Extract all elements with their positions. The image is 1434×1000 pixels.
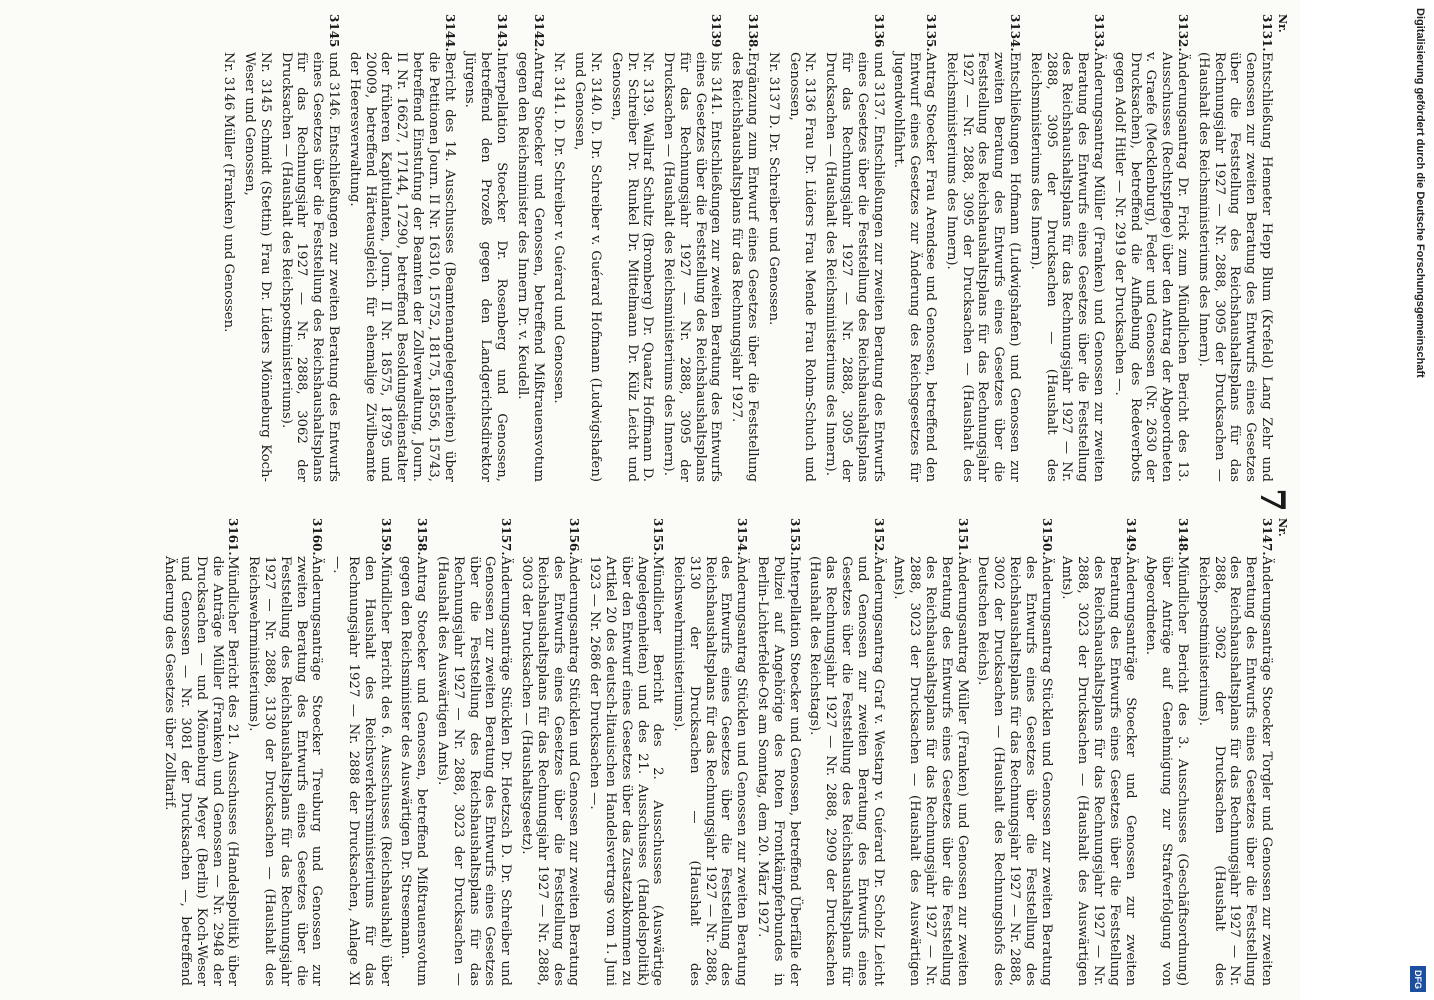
- entry-number: 3148.: [1176, 518, 1191, 556]
- entry-number: 3154.: [735, 518, 750, 556]
- entry-number: 3152.: [871, 518, 886, 556]
- document-entry: [571, 14, 603, 482]
- entry-text: Änderungsantrag Müller (Franken) und Genossen zur zweiten Beratung des Entwurfs eines Gesetzes über die Feststellung des Reichshaushaltsplans für das Rechnungsjahr 1927 — Nr. 2888, 3095 der Drucksachen — (Haushalt des Reichsministeriums des Innern).: [1027, 52, 1107, 482]
- entry-text: Änderungsantrag Graf v. Westarp v. Guérard Dr. Scholz Leicht und Genossen zur zweiten Beratung des Entwurfs eines Gesetzes über die Feststellung des Reichshaushaltsplans für das Rechnungsjahr 1927 — Nr. 2888, 2909 der Drucksachen (Haushalt des Reichstags).: [807, 556, 886, 986]
- document-entry: [1027, 14, 1106, 482]
- entry-text: Entschließungen Hofmann (Ludwigshafen) und Genossen zur zweiten Beratung des Entwurfs eines Gesetzes über die Feststellung des Reichshaushaltsplans für das Rechnungsjahr 1927 — Nr. 2888, 3095 der Drucksachen — (Haushalt des Reichsministeriums des Innern).: [943, 52, 1023, 482]
- entry-number: 3160.: [310, 518, 325, 556]
- entry-text: Antrag Stoecker Frau Arendsee und Genossen, betreffend den Entwurf eines Gesetzes zur Änderung des Reichsgesetzes für Jugendwohlfahrt.: [891, 52, 939, 482]
- document-entry: [975, 518, 1054, 986]
- document-entry: [1195, 14, 1274, 482]
- entry-text: Mündlicher Bericht des 2. Ausschusses (Auswärtige Angelegenheiten) und des 21. Ausschusses (Handelspolitik) über den Entwurf eines Gesetzes über das Zusatzabkommen zu Artikel 20 des deutsch-litauischen Handelsvertrags vom 1. Juni 1923 — Nr. 2686 der Drucksachen —.: [587, 556, 666, 986]
- entry-text: Mündlicher Bericht des 21. Ausschusses (Handelspolitik) über die Anträge Müller (Franken) und Genossen — Nr. 2948 der Drucksachen — und Mönneburg Meyer (Berlin) Koch-Weser und Genossen — Nr. 3081 der Drucksachen —, betreffend Änderung des Gesetzes über Zolltarif.: [162, 556, 241, 986]
- document-entry: [241, 14, 273, 482]
- entry-text: und 3146. Entschließungen zur zweiten Beratung des Entwurfs eines Gesetzes über die Feststellung des Reichshaushaltsplans für das Rechnungsjahr 1927 — Nr. 2888, 3062 der Drucksachen — (Haushalt des Reichspostministeriums).: [278, 52, 341, 482]
- entry-number: [220, 14, 236, 52]
- entry-number: 3157.: [499, 518, 514, 556]
- entry-number: 3144.: [442, 14, 457, 52]
- entry-number: 3155.: [651, 518, 666, 556]
- entry-text: Änderungsantrag Stücklen und Genossen zur zweiten Beratung des Entwurfs eines Gesetzes über die Feststellung des Reichshaushaltsplans für das Rechnungsjahr 1927 — Nr. 2888, 3130 der Drucksachen — (Haushalt des Reichswehrministeriums).: [671, 556, 750, 986]
- document-entry: [891, 14, 938, 482]
- entry-text: Nr. 3137 D. Dr. Schreiber und Genossen.: [765, 52, 781, 326]
- entry-text: Entschließung Hemeter Hepp Blum (Krefeld) Lang Zehr und Genossen zur zweiten Beratung des Entwurfs eines Gesetzes über die Feststellung des Reichshaushaltsplans für das Rechnungsjahr 1927 — Nr. 2888, 3095 der Drucksachen — (Haushalt des Reichsministeriums des Innern).: [1195, 52, 1274, 482]
- entry-number: 3136: [871, 14, 886, 48]
- entry-number: [241, 14, 273, 52]
- entry-text: Nr. 3141. D. Dr. Schreiber v. Guérard und Genossen.: [551, 52, 567, 404]
- entry-number: 3132.: [1176, 14, 1191, 52]
- entry-number: 3133.: [1092, 14, 1107, 52]
- document-entry: [514, 14, 546, 482]
- document-entry: [891, 518, 970, 986]
- entry-number: 3156.: [567, 518, 582, 556]
- document-entry: [660, 14, 723, 482]
- entry-text: Änderungsanträge Stücklen Dr. Hoetzsch D. Dr. Schreiber und Genossen zur zweiten Beratung des Entwurfs eines Gesetzes über die Feststellung des Reichshaushaltsplans für das Rechnungsjahr 1927 — Nr. 2888, 3023 der Drucksachen — (Haushalt des Auswärtigen Amts).: [434, 556, 514, 986]
- document-entry: [434, 518, 513, 986]
- entry-text: Änderungsanträge Stoecker Torgler und Genossen zur zweiten Beratung des Entwurfs eines Gesetzes über die Feststellung des Reichshaushaltsplans für das Rechnungsjahr 1927 — Nr. 2888, 3062 der Drucksachen (Haushalt des Reichspostministeriums).: [1195, 556, 1274, 986]
- entry-text: Nr. 3146 Müller (Franken) und Genossen.: [221, 52, 237, 333]
- document-entry: [786, 14, 818, 482]
- column-header: Nr.: [1276, 14, 1289, 33]
- entry-number: 3145: [326, 14, 341, 48]
- entry-text: Mündlicher Bericht des 6. Ausschusses (Reichshaushalt) über den Haushalt des Reichsverkehrsministeriums für das Rechnungsjahr 1927 — Nr. 2888 der Drucksachen, Anlage XI —.: [330, 556, 393, 986]
- entry-text: Ergänzung zum Entwurf eines Gesetzes über die Feststellung des Reichshaushaltsplans für das Rechnungsjahr 1927.: [729, 52, 761, 482]
- entry-text: Nr. 3139. Wallraf Schultz (Bromberg) Dr. Quaatz Hoffmann D. Dr. Schreiber Dr. Runkel Dr. Mittelmann Dr. Külz Leicht und Genossen,: [608, 52, 656, 482]
- document-entry: [765, 14, 781, 482]
- document-entry: [398, 518, 430, 986]
- entry-text: und 3137. Entschließungen zur zweiten Beratung des Entwurfs eines Gesetzes über die Feststellung des Reichshaushaltsplans für das Rechnungsjahr 1927 — Nr. 2888, 3095 der Drucksachen — (Haushalt des Reichsministeriums des Innern).: [823, 52, 886, 482]
- entry-text: Änderungsanträge Stoecker und Genossen zur zweiten Beratung des Entwurfs eines Gesetzes über die Feststellung des Reichshaushaltsplans für das Rechnungsjahr 1927 — Nr. 2888, 3023 der Drucksachen — (Haushalt des Auswärtigen Amts).: [1059, 556, 1138, 986]
- entry-text: Bericht des 14. Ausschusses (Beamtenangelegenheiten) über die Petitionen Journ. II Nr. 16310, 15752, 18175, 18556, 15743, betreffend Einstufung der Beamten der Zollverwaltung, Journ. II Nr. 16627, 17144, 17290, betreffend Besoldungsdienstalter der früheren Kapitulanten, Journ. II Nr. 18575, 18795 und 20009, betreffend Härteausgleich für ehemalige Zivilbeamte der Heeresverwaltung.: [346, 52, 457, 482]
- document-entry: [822, 14, 885, 482]
- page-number: 7: [1252, 488, 1292, 512]
- entry-number: 3131.: [1260, 14, 1274, 52]
- entry-text: Interpellation Stoecker und Genossen, betreffend Überfälle der Polizei auf Angehörige des Roten Frontkämpferbundes in Berlin-Lichterfelde-Ost am Sonntag, dem 20. März 1927.: [755, 556, 802, 986]
- document-entry: [329, 518, 392, 986]
- document-entry: [245, 518, 324, 986]
- entry-text: bis 3141. Entschließungen zur zweiten Beratung des Entwurfs eines Gesetzes über die Feststellung des Reichshaushaltsplans für das Rechnungsjahr 1927 — Nr. 2888, 3095 der Drucksachen — (Haushalt des Reichsministeriums des Innern).: [661, 52, 724, 482]
- entry-text: Änderungsanträge Stoecker Treuburg und Genossen zur zweiten Beratung des Entwurfs eines Gesetzes über die Feststellung des Reichshaushaltsplans für das Rechnungsjahr 1927 — Nr. 2888, 3130 der Drucksachen — (Haushalt des Reichswehrministeriums).: [246, 556, 325, 986]
- dfg-logo: DFG: [1410, 966, 1426, 992]
- entry-number: 3142.: [531, 14, 546, 52]
- document-entry: [1059, 518, 1138, 986]
- entry-number: 3161.: [226, 518, 241, 556]
- entry-number: 3135.: [924, 14, 939, 52]
- document-entry: [1195, 518, 1274, 986]
- entry-number: [551, 14, 567, 52]
- entry-list-right: [161, 518, 1274, 986]
- entry-number: 3151.: [955, 518, 970, 556]
- entry-text: Interpellation Stoecker Dr. Rosenberg und Genossen, betreffend den Prozeß gegen den Landgerichtsdirektor Jürgens.: [462, 52, 509, 482]
- digitization-credit: Digitalisierung gefördert durch die Deutsche Forschungsgemeinschaft: [1414, 8, 1426, 378]
- entry-number: 3134.: [1008, 14, 1023, 52]
- entry-number: 3159.: [378, 518, 393, 556]
- entry-text: Nr. 3145 Schmidt (Stettin) Frau Dr. Lüders Mönneburg Koch-Weser und Genossen,: [241, 52, 273, 482]
- entry-number: 3138.: [746, 14, 761, 52]
- entry-number: [608, 14, 655, 52]
- document-entry: [551, 14, 567, 482]
- entry-number: [786, 14, 818, 52]
- entry-number: 3149.: [1123, 518, 1138, 556]
- document-entry: [518, 518, 581, 986]
- entry-text: Antrag Stoecker und Genossen, betreffend Mißtrauensvotum gegen den Reichsminister des Auswärtigen Dr. Stresemann.: [398, 556, 430, 986]
- entry-number: [571, 14, 603, 52]
- document-entry: [670, 518, 749, 986]
- document-entry: [807, 518, 886, 986]
- entry-text: Mündlicher Bericht des 3. Ausschusses (Geschäftsordnung) über Anträge auf Genehmigung zur Strafverfolgung von Abgeordneten.: [1143, 556, 1191, 986]
- column-header: Nr.: [1276, 518, 1289, 537]
- entry-text: Nr. 3140. D. Dr. Schreiber v. Guérard Hofmann (Ludwigshafen) und Genossen,: [572, 52, 603, 482]
- entry-text: Antrag Stoecker und Genossen, betreffend Mißtrauensvotum gegen den Reichsminister des Innern Dr. v. Keudell.: [514, 52, 546, 482]
- entry-number: 3139: [709, 14, 724, 48]
- document-entry: [220, 14, 236, 482]
- entry-number: 3150.: [1039, 518, 1054, 556]
- document-entry: [1111, 14, 1190, 482]
- document-entry: [608, 14, 655, 482]
- entry-number: 3153.: [787, 518, 802, 556]
- document-entry: [161, 518, 240, 986]
- document-entry: [729, 14, 761, 482]
- left-column: [215, 14, 1290, 482]
- entry-text: Änderungsantrag Stücklen und Genossen zur zweiten Beratung des Entwurfs eines Gesetzes über die Feststellung des Reichshaushaltsplans für das Rechnungsjahr 1927 — Nr. 2888, 3003 der Drucksachen — (Haushaltsgesetz).: [518, 556, 582, 986]
- entry-number: [765, 14, 781, 52]
- entry-text: Nr. 3136 Frau Dr. Lüders Frau Mende Frau Rohm-Schuch und Genossen,: [786, 52, 818, 482]
- document-entry: [586, 518, 665, 986]
- entry-text: Änderungsantrag Müller (Franken) und Genossen zur zweiten Beratung des Entwurfs eines Gesetzes über die Feststellung des Reichshaushaltsplans für das Rechnungsjahr 1927 — Nr. 2888, 3023 der Drucksachen — (Haushalt des Auswärtigen Amts).: [891, 556, 970, 986]
- entry-text: Änderungsantrag Dr. Frick zum Mündlichen Bericht des 13. Ausschusses (Rechtspflege) über den Antrag der Abgeordneten v. Graefe (Mecklenburg), Feder und Genossen (Nr. 2630 der Drucksachen), betreffend die Aufhebung des Redeverbots gegen Adolf Hitler — Nr. 2919 der Drucksachen —.: [1111, 52, 1191, 482]
- document-entry: [346, 14, 457, 482]
- document-entry: [462, 14, 509, 482]
- document-entry: [278, 14, 341, 482]
- document-entry: [943, 14, 1022, 482]
- right-column: [156, 518, 1290, 986]
- entry-list-left: [220, 14, 1274, 482]
- entry-number: 3143.: [494, 14, 509, 52]
- entry-number: 3158.: [415, 518, 430, 556]
- entry-text: Änderungsantrag Stücklen und Genossen zur zweiten Beratung des Entwurfs eines Gesetzes über die Feststellung des Reichshaushaltsplans für das Rechnungsjahr 1927 — Nr. 2888, 3002 der Drucksachen — (Haushalt des Rechnungshofs des Deutschen Reichs).: [975, 556, 1054, 986]
- document-entry: [754, 518, 801, 986]
- document-entry: [1143, 518, 1190, 986]
- entry-number: 3147.: [1260, 518, 1274, 556]
